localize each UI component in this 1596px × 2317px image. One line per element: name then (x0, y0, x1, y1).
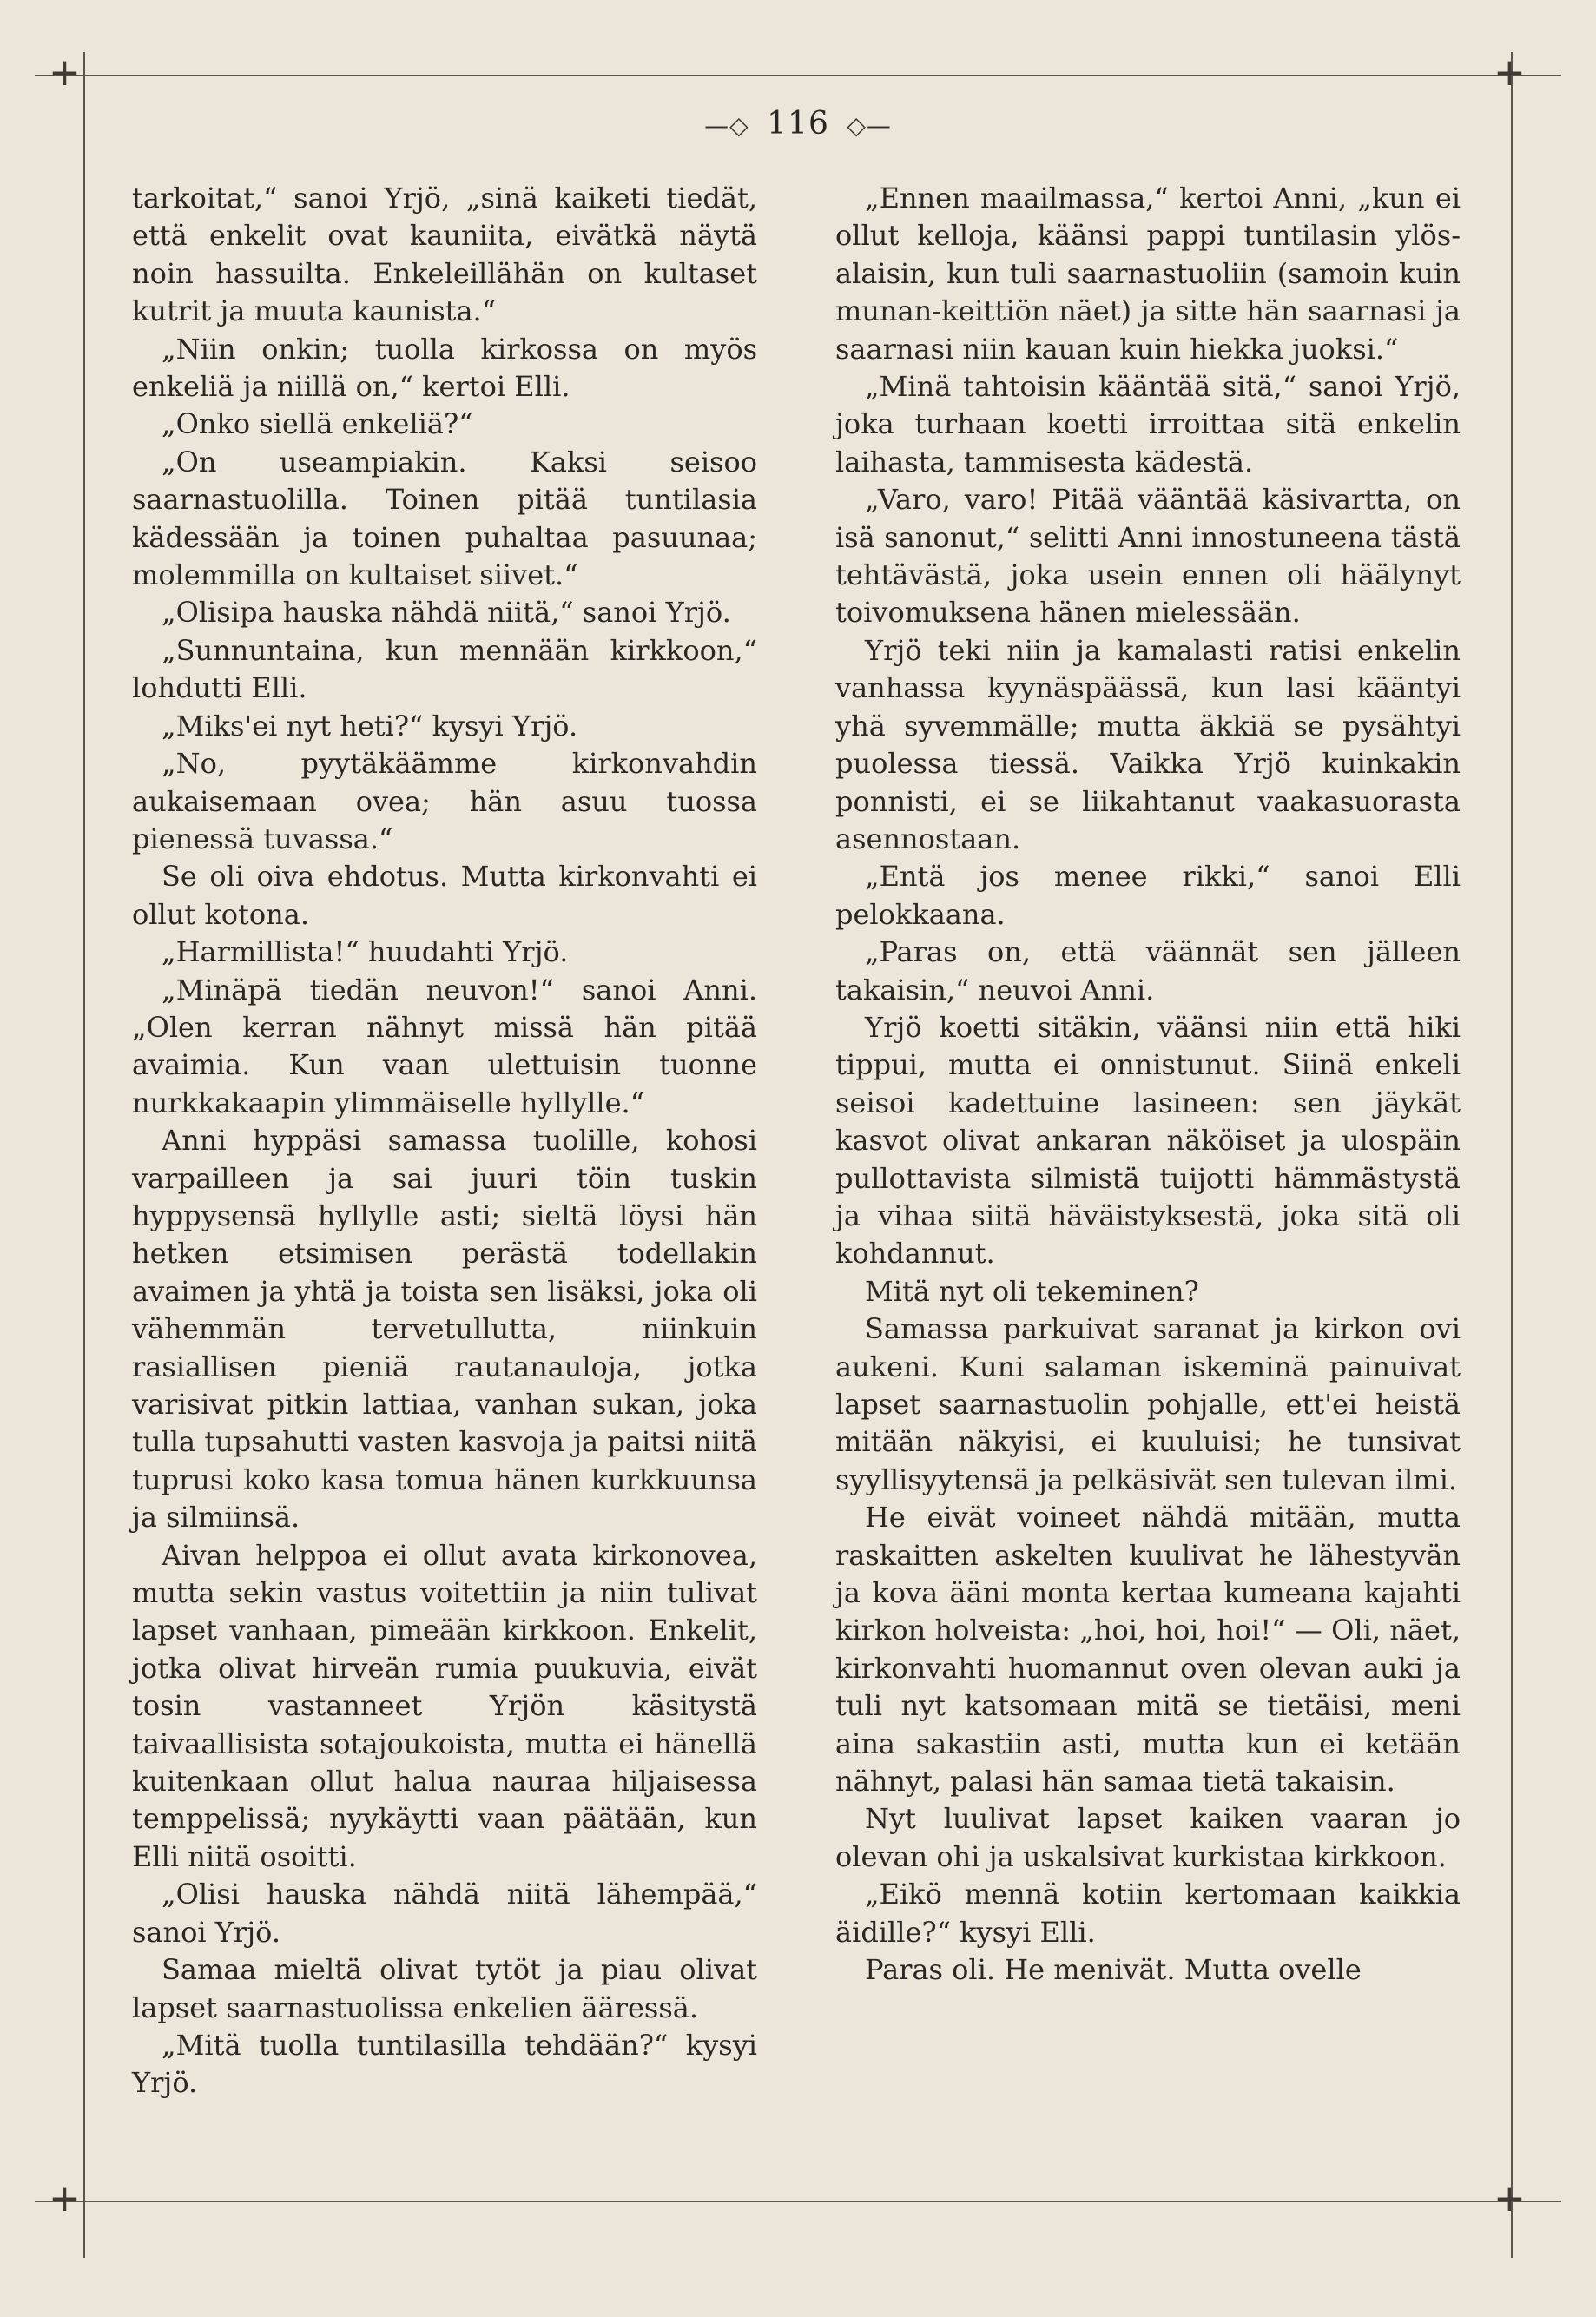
paragraph: Aivan helppoa ei ollut avata kirkonovea, mutta sekin vastus voitettiin ja niin tulivat lapset vanhaan, pimeään kirkkoon. Enkelit, jotka olivat hirveän rumia puukuvia, eivät tosin vastanneet Yrjön käsitystä taivaallisista sotajoukoista, mutta ei hänellä kuitenkaan ollut halua nauraa hiljaisessa temppelissä; nyykäytti vaan päätään, kun Elli niitä osoitti. (132, 1538, 757, 1873)
paragraph: „Miks'ei nyt heti?“ kysyi Yrjö. (162, 709, 578, 743)
bottom-border-rule (35, 2201, 1561, 2202)
crop-mark-icon: + (49, 50, 81, 95)
paragraph: Samassa parkuivat saranat ja kirkon ovi aukeni. Kuni salaman iskeminä painuivat lapset saarnastuolin pohjalle, ett'ei heistä mitään näkyisi, ei kuuluisi; he tunsivat syyllisyytensä ja pelkäsivät sen tulevan ilmi. (835, 1312, 1461, 1496)
left-text-column (132, 180, 757, 2102)
paragraph: „Minä tahtoisin kääntää sitä,“ sanoi Yrjö, joka turhaan koetti irroittaa sitä enkelin laihasta, tammisesta kädestä. (835, 370, 1461, 479)
paragraph: „Niin onkin; tuolla kirkossa on myös enkeliä ja niillä on,“ kertoi Elli. (132, 332, 757, 404)
crop-mark-icon: + (1494, 50, 1526, 95)
paragraph: „Harmillista!“ huudahti Yrjö. (162, 935, 569, 969)
paragraph: „Mitä tuolla tuntilasilla tehdään?“ kysyi Yrjö. (132, 2028, 757, 2100)
left-border-rule (83, 52, 85, 2258)
paragraph: „Sunnuntaina, kun mennään kirkkoon,“ lohdutti Elli. (132, 633, 757, 705)
paragraph: Yrjö koetti sitäkin, väänsi niin että hiki tippui, mutta ei onnistunut. Siinä enkeli seisoi kadettuine lasineen: sen jäykät kasvot olivat ankaran näköiset ja ulospäin pullottavista silmistä tuijotti hämmästystä ja vihaa siitä häväistyksestä, joka sitä oli kohdannut. (835, 1010, 1461, 1271)
paragraph: He eivät voineet nähdä mitään, mutta raskaitten askelten kuulivat he lähestyvän ja kova ääni monta kertaa kumeana kajahti kirkon holveista: „hoi, hoi, hoi!“ — Oli, näet, kirkonvahti huomannut oven olevan auki ja tuli nyt katsomaan mitä se tietäisi, meni aina sakastiin asti, mutta kun ei ketään nähnyt, palasi hän samaa tietä takaisin. (835, 1501, 1461, 1799)
paragraph: „Eikö mennä kotiin kertomaan kaikkia äidille?“ kysyi Elli. (835, 1878, 1461, 1949)
paragraph: Anni hyppäsi samassa tuolille, kohosi varpailleen ja sai juuri töin tuskin hyppysensä hyllylle asti; sieltä löysi hän hetken etsimisen perästä todellakin avaimen ja yhtä ja toista sen lisäksi, joka oli vähemmän tervetullutta, niinkuin rasiallisen pieniä rautanauloja, jotka varisivat pitkin lattiaa, vanhan sukan, joka tulla tupsahutti vasten kasvoja ja paitsi niitä tuprusi koko kasa tomua hänen kurkkuunsa ja silmiinsä. (132, 1124, 757, 1535)
right-ornament: ◇— (847, 111, 892, 140)
paragraph: Mitä nyt oli tekeminen? (865, 1274, 1199, 1308)
left-ornament: —◇ (704, 111, 749, 140)
paragraph: Se oli oiva ehdotus. Mutta kirkonvahti ei ollut kotona. (132, 860, 757, 931)
paragraph: „On useampiakin. Kaksi seisoo saarnastuolilla. Toinen pitää tuntilasia kädessään ja toinen puhaltaa pasuunaa; molemmilla on kultaiset siivet.“ (132, 445, 757, 592)
page-header (0, 106, 1596, 142)
paragraph: „Varo, varo! Pitää vääntää käsivartta, on isä sanonut,“ selitti Anni innostuneena tästä tehtävästä, joka usein ennen oli häälynyt toivomuksena hänen mielessään. (835, 483, 1461, 630)
paragraph: „No, pyytäkäämme kirkonvahdin aukaisemaan ovea; hän asuu tuossa pienessä tuvassa.“ (132, 747, 757, 855)
paragraph: Samaa mieltä olivat tytöt ja piau olivat lapset saarnastuolissa enkelien ääressä. (132, 1953, 757, 2024)
crop-mark-icon: + (1494, 2176, 1526, 2221)
paragraph: „Olisipa hauska nähdä niitä,“ sanoi Yrjö. (162, 596, 731, 630)
paragraph: Nyt luulivat lapset kaiken vaaran jo olevan ohi ja uskalsivat kurkistaa kirkkoon. (835, 1802, 1461, 1873)
crop-mark-icon: + (49, 2176, 81, 2221)
paragraph: „Onko siellä enkeliä?“ (162, 407, 473, 441)
paragraph: „Entä jos menee rikki,“ sanoi Elli pelokkaana. (835, 860, 1461, 931)
paragraph: tarkoitat,“ sanoi Yrjö, „sinä kaiketi tiedät, että enkelit ovat kauniita, eivätkä näytä noin hassuilta. Enkeleillähän on kultaset kutrit ja muuta kaunista.“ (132, 182, 757, 328)
paragraph: „Minäpä tiedän neuvon!“ sanoi Anni. „Olen kerran nähnyt missä hän pitää avaimia. Kun vaan ulettuisin tuonne nurkkakaapin ylimmäiselle hyllylle.“ (132, 973, 757, 1119)
right-border-rule (1511, 52, 1513, 2258)
paragraph: Paras oli. He menivät. Mutta ovelle (865, 1953, 1362, 1987)
paragraph: Yrjö teki niin ja kamalasti ratisi enkelin vanhassa kyynäspäässä, kun lasi kääntyi yhä syvemmälle; mutta äkkiä se pysähtyi puolessa tiessä. Vaikka Yrjö kuinkakin ponnisti, ei se liikahtanut vaakasuorasta asennostaan. (835, 633, 1461, 855)
paragraph: „Ennen maailmassa,“ kertoi Anni, „kun ei ollut kelloja, käänsi pappi tuntilasin ylös-alaisin, kun tuli saarnastuoliin (samoin kuin munan-keittiön näet) ja sitte hän saarnasi ja saarnasi niin kauan kuin hiekka juoksi.“ (835, 182, 1461, 366)
right-text-column (835, 180, 1461, 1990)
top-border-rule (35, 75, 1561, 76)
paragraph: „Olisi hauska nähdä niitä lähempää,“ sanoi Yrjö. (132, 1878, 757, 1949)
page-number: 116 (767, 106, 829, 142)
paragraph: „Paras on, että väännät sen jälleen takaisin,“ neuvoi Anni. (835, 935, 1461, 1007)
